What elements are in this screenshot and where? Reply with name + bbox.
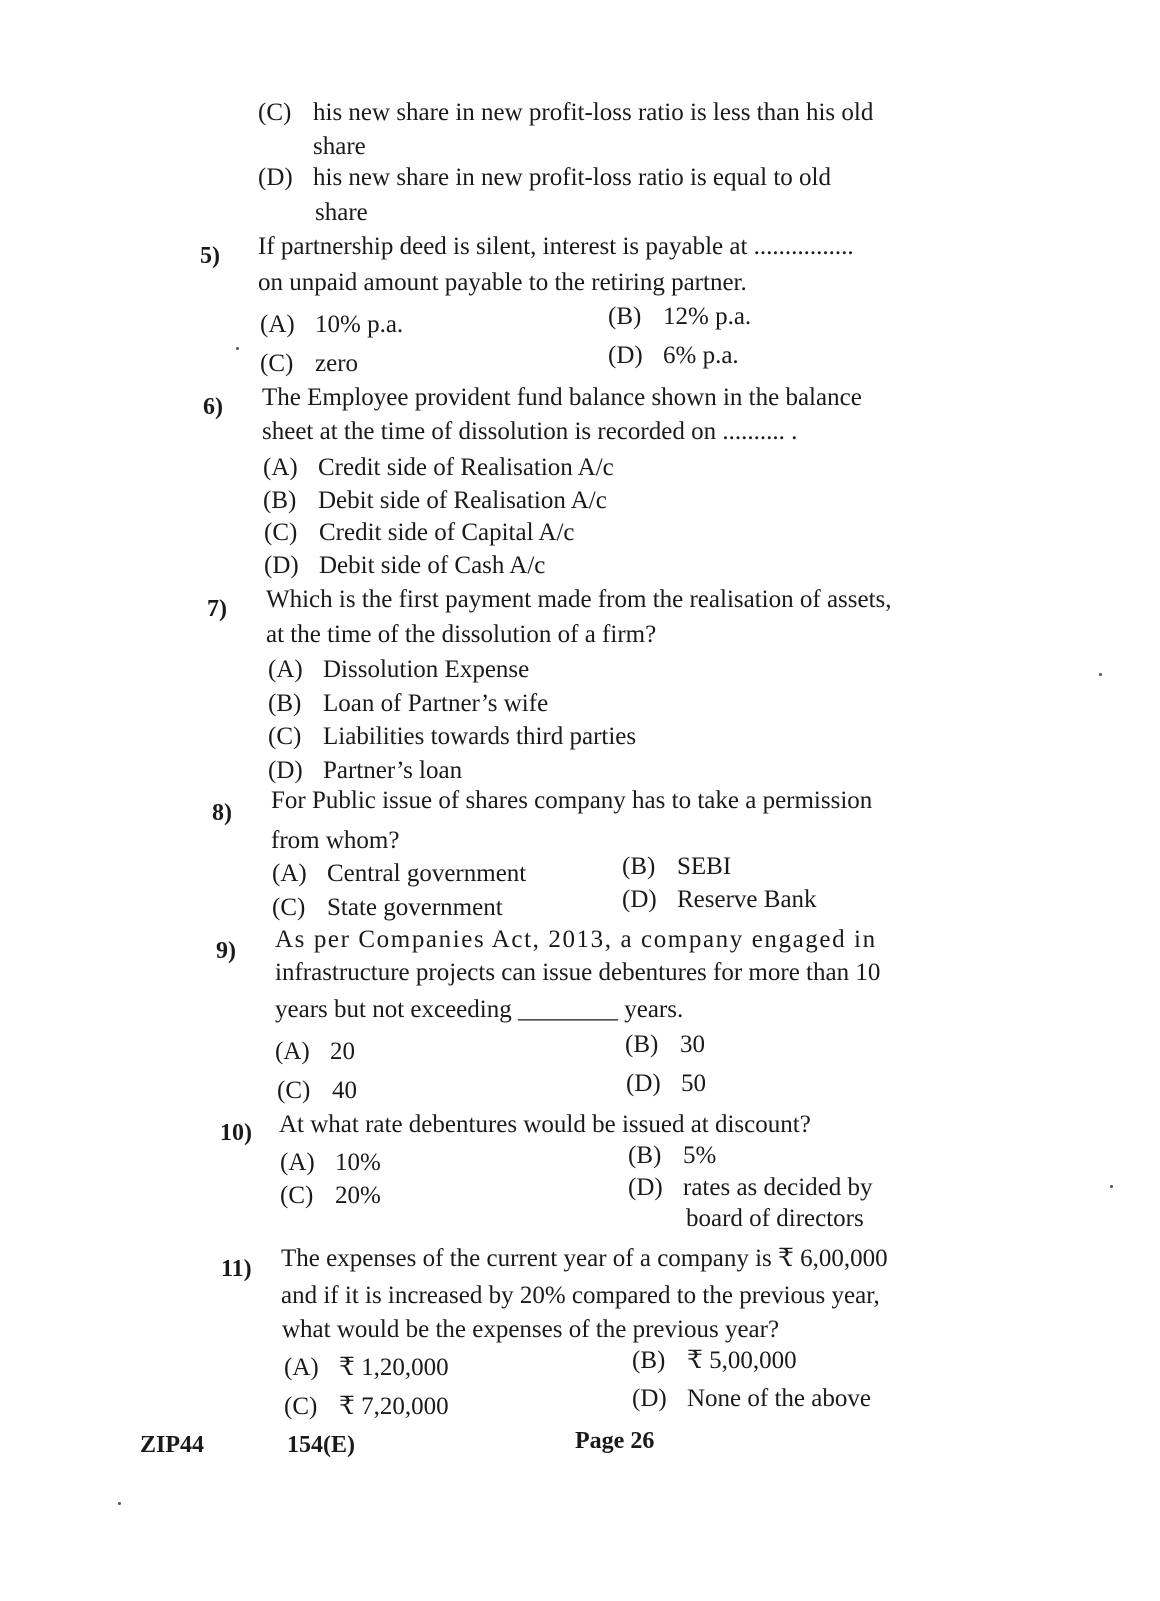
option-c [280,1181,381,1211]
page-number: Page 26 [575,1428,655,1454]
option-label: (C) [272,894,306,921]
option-text: Partner’s loan [323,757,463,784]
option-text: 50 [681,1070,706,1097]
option-text: ₹ 7,20,000 [339,1393,449,1420]
option-text: Central government [327,860,527,887]
option-label: (C) [277,1077,311,1104]
option-label: (C) [280,1182,314,1209]
option-label: (C) [268,723,302,750]
option-label: (B) [625,1031,659,1058]
option-c [260,349,358,379]
option-label: (D) [632,1385,667,1412]
option-label: (B) [263,487,297,514]
option-label: (C) [284,1393,318,1420]
question-text: on unpaid amount payable to the retiring partner. [258,269,747,296]
option-a [284,1353,449,1383]
option-a [260,310,403,340]
option-d-prev [258,163,831,193]
option-text: his new share in new profit-loss ratio is equal to old [313,164,831,191]
option-text: 5% [683,1142,717,1169]
question-number: 10) [220,1120,252,1146]
option-c-prev [258,98,873,128]
option-c [272,893,503,923]
option-label: (D) [258,164,293,191]
option-text: 10% p.a. [315,311,404,338]
question-text: at the time of the dissolution of a firm? [266,621,657,648]
option-a [280,1148,381,1178]
option-d [626,1069,706,1099]
question-text: The expenses of the current year of a company is ₹ 6,00,000 [281,1245,888,1272]
question-text: sheet at the time of dissolution is recorded on .......... . [262,418,798,445]
option-text-cont: board of directors [686,1205,864,1232]
option-label: (B) [622,853,656,880]
option-b [263,486,607,516]
option-label: (C) [260,350,294,377]
question-text: Which is the first payment made from the realisation of assets, [266,586,892,613]
option-label: (D) [268,757,303,784]
option-label: (C) [264,519,298,546]
option-label: (A) [284,1354,319,1381]
option-text: 12% p.a. [663,303,752,330]
question-number: 8) [212,800,232,826]
question-text: At what rate debentures would be issued at discount? [279,1111,811,1138]
option-c [277,1076,357,1106]
option-text: SEBI [677,853,732,880]
option-text: 40 [332,1077,357,1104]
option-text: 20% [335,1182,381,1209]
option-b [268,689,548,719]
option-label: (A) [272,860,307,887]
option-b [622,852,731,882]
option-a [272,859,526,889]
option-label: (B) [268,690,302,717]
option-label: (D) [264,552,299,579]
option-b [628,1141,716,1171]
option-label: (A) [260,311,295,338]
option-text: 10% [335,1149,381,1176]
question-text: what would be the expenses of the previous year? [282,1316,780,1343]
option-label: (D) [608,342,643,369]
question-number: 7) [207,596,227,622]
option-c [284,1392,449,1422]
option-text: Dissolution Expense [323,656,530,683]
option-d [608,341,739,371]
option-label: (D) [626,1070,661,1097]
option-text: Debit side of Realisation A/c [318,487,607,514]
option-d [628,1173,873,1203]
question-text: infrastructure projects can issue debentures for more than 10 [275,959,881,986]
question-text: and if it is increased by 20% compared to the previous year, [281,1282,880,1309]
option-text: his new share in new profit-loss ratio is less than his old [313,99,874,126]
option-label: (B) [608,303,642,330]
option-text: 30 [680,1031,705,1058]
option-text: State government [327,894,503,921]
option-text: Liabilities towards third parties [323,723,637,750]
question-number: 11) [221,1256,252,1282]
option-text: Credit side of Realisation A/c [318,454,614,481]
option-label: (A) [280,1149,315,1176]
option-text: None of the above [687,1385,871,1412]
option-label: (B) [632,1347,666,1374]
question-text: The Employee provident fund balance shown in the balance [262,384,862,411]
option-label: (A) [263,454,298,481]
question-number: 5) [200,243,220,269]
option-text: Debit side of Cash A/c [319,552,546,579]
option-label: (C) [258,99,292,126]
option-c [264,518,575,548]
option-b [608,302,751,332]
option-text-cont: share [313,133,366,160]
option-text: 6% p.a. [663,342,739,369]
question-text: As per Companies Act, 2013, a company engaged in [275,926,877,953]
question-number: 6) [203,394,223,420]
option-text: ₹ 5,00,000 [687,1347,797,1374]
option-text: rates as decided by [683,1174,873,1201]
scan-speck [236,347,239,350]
option-b [625,1030,705,1060]
question-text: For Public issue of shares company has to take a permission [271,787,873,814]
option-label: (D) [628,1174,663,1201]
paper-code: 154(E) [287,1432,355,1458]
option-text: zero [315,350,359,377]
question-text: If partnership deed is silent, interest is payable at ................ [258,233,854,260]
option-text: Reserve Bank [677,886,817,913]
question-number: 9) [216,938,236,964]
option-d [622,885,817,915]
option-text: ₹ 1,20,000 [339,1354,449,1381]
option-label: (B) [628,1142,662,1169]
question-text: years but not exceeding ________ years. [275,996,684,1023]
option-d [268,756,462,786]
option-a [268,655,529,685]
option-label: (A) [268,656,303,683]
option-a [263,453,614,483]
option-text-cont: share [315,199,368,226]
option-a [275,1037,355,1067]
scan-speck [118,1502,121,1505]
option-text: 20 [330,1038,355,1065]
option-label: (A) [275,1038,310,1065]
option-d [264,551,545,581]
option-text: Credit side of Capital A/c [319,519,575,546]
option-c [268,722,636,752]
option-b [632,1346,797,1376]
question-text: from whom? [271,827,400,854]
scan-speck [1099,673,1102,676]
scan-speck [1110,1185,1113,1188]
option-text: Loan of Partner’s wife [323,690,549,717]
option-label: (D) [622,886,657,913]
exam-code: ZIP44 [140,1432,205,1458]
option-d [632,1384,871,1414]
